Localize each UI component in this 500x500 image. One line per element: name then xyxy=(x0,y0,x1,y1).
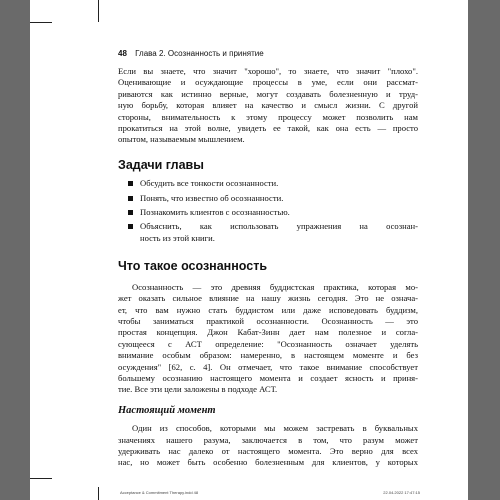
text-line: ную борьбу, которая влияет на качество и смысл жизни. С другой xyxy=(118,100,418,111)
tasks-heading: Задачи главы xyxy=(118,157,204,172)
text-line: Если вы знаете, что значит "хорошо", то знаете, что значит "плохо". xyxy=(118,66,418,76)
text-line: простая концепция. Джон Кабат-Зинн дает нам полезное и согла- xyxy=(118,327,418,338)
text-line: Оценивающие и осуждающие процессы в уме, если они рассмат- xyxy=(118,77,418,88)
section-heading: Что такое осознанность xyxy=(118,259,268,274)
text-line: внимание особым образом: намеренно, в настоящем моменте и без xyxy=(118,350,418,361)
bullet-icon xyxy=(128,224,133,229)
text-line: большему осознанию настоящего момента и создает ясность и приня- xyxy=(118,372,418,383)
list-item: Объяснить, как использовать упражнения на осознан- ность из этой книги. xyxy=(118,221,418,244)
bullet-icon xyxy=(128,210,133,215)
subsection-heading: Настоящий момент xyxy=(118,404,216,416)
text-line: прокатиться на этой волне, увидеть ее такой, как она есть — просто xyxy=(118,123,418,134)
text-line: Осознанность — это древняя буддистская практика, которая мо- xyxy=(132,281,418,292)
text-line: чтобы заниматься практикой осознанности. Осознанность — это xyxy=(118,315,418,326)
text-line: удерживать нас далеко от настоящего момента. Это верно для всех xyxy=(118,445,418,456)
section-paragraph xyxy=(118,282,418,396)
crop-mark xyxy=(98,487,99,500)
text-line: жет оказать сильное влияние на нашу жизнь сегодня. Это не означа- xyxy=(118,293,418,304)
bullet-icon xyxy=(128,181,133,186)
text-line: значениях нашего разума, заключается в том, что разум может xyxy=(118,434,418,445)
text-line: стороны, внимательность к этому процессу может позволить нам xyxy=(118,111,418,122)
text-line: опытом, называемым мышлением. xyxy=(118,134,245,145)
page-number: 48 xyxy=(118,49,127,58)
text-line: тие. Все эти цели заложены в подходе АСТ. xyxy=(118,384,278,395)
chapter-title: Глава 2. Осознанность и принятие xyxy=(135,49,264,58)
list-item: Понять, что известно об осознанности. xyxy=(118,193,418,204)
text-line: риваются как истинно верные, могут создавать болезненную и труд- xyxy=(118,88,418,99)
tasks-list xyxy=(118,178,418,244)
page-content xyxy=(118,66,418,469)
crop-mark xyxy=(30,22,52,23)
crop-mark xyxy=(30,478,52,479)
book-page xyxy=(30,0,468,500)
text-line: осуждения" [62, с. 4]. Он отмечает, что такое внимание способствует xyxy=(118,361,418,372)
intro-paragraph xyxy=(118,66,418,146)
print-slug xyxy=(120,490,420,495)
slug-file: Acceptance & Commitment Therapy.indd 48 xyxy=(120,490,199,495)
bullet-icon xyxy=(128,196,133,201)
list-item: Обсудить все тонкости осознанности. xyxy=(118,178,418,189)
text-line: ет, что вам нужно стать буддистом или даже исповедовать буддизм, xyxy=(118,304,418,315)
text-line: нас, но может быть особенно болезненным для клиентов, у которых xyxy=(118,457,418,468)
list-item: Познакомить клиентов с осознанностью. xyxy=(118,207,418,218)
subsection-paragraph xyxy=(118,423,418,469)
running-header xyxy=(118,49,418,58)
text-line: Один из способов, которыми мы можем застревать в буквальных xyxy=(132,423,418,434)
slug-timestamp: 22.04.2022 17:47:15 xyxy=(383,490,420,495)
text-line: сующееся с АСТ определение: "Осознанность означает уделять xyxy=(118,338,418,349)
crop-mark xyxy=(98,0,99,22)
